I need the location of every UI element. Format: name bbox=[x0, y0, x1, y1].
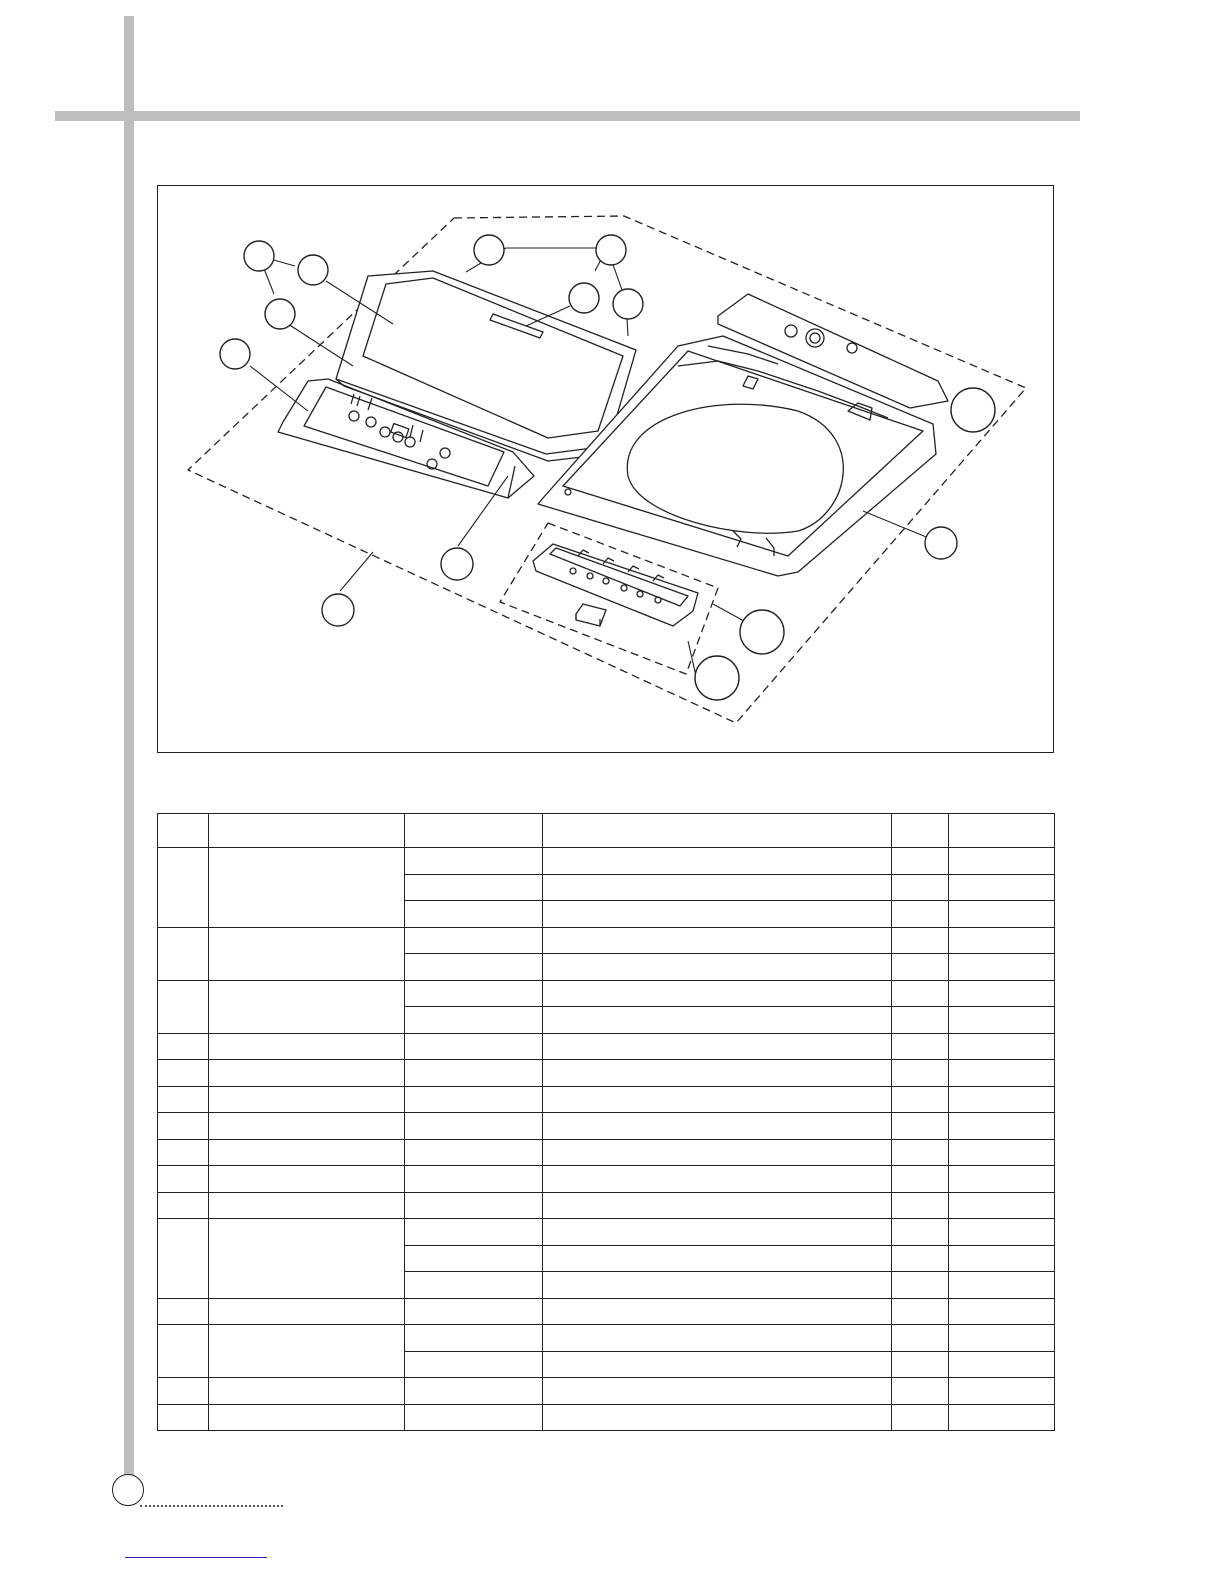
table-row bbox=[158, 848, 1055, 875]
table-cell bbox=[158, 1086, 209, 1113]
table-cell bbox=[405, 1060, 543, 1087]
table-cell bbox=[405, 1298, 543, 1325]
table-cell bbox=[158, 1033, 209, 1060]
table-cell bbox=[209, 1298, 405, 1325]
table-row bbox=[158, 927, 1055, 954]
table-cell bbox=[949, 1033, 1055, 1060]
table-cell bbox=[405, 980, 543, 1007]
header-cell bbox=[158, 814, 209, 848]
table-cell bbox=[405, 1166, 543, 1193]
table-cell bbox=[949, 874, 1055, 901]
header-cell bbox=[543, 814, 892, 848]
footer-dotted-rule bbox=[140, 1505, 283, 1507]
table-cell bbox=[209, 1378, 405, 1405]
table-cell bbox=[543, 1166, 892, 1193]
table-cell bbox=[892, 1351, 949, 1378]
table-cell bbox=[405, 1351, 543, 1378]
table-cell bbox=[405, 927, 543, 954]
table-cell bbox=[405, 1378, 543, 1405]
table-cell bbox=[158, 980, 209, 1033]
table-row bbox=[158, 980, 1055, 1007]
pcb-part bbox=[533, 544, 698, 626]
table-cell bbox=[543, 1007, 892, 1034]
table-cell bbox=[209, 1086, 405, 1113]
table-cell bbox=[949, 1060, 1055, 1087]
table-cell bbox=[949, 1139, 1055, 1166]
header-cell bbox=[405, 814, 543, 848]
table-cell bbox=[405, 874, 543, 901]
table-cell bbox=[949, 1007, 1055, 1034]
table-cell bbox=[405, 1113, 543, 1140]
table-cell bbox=[405, 1086, 543, 1113]
table-row bbox=[158, 1404, 1055, 1431]
table-cell bbox=[949, 901, 1055, 928]
table-cell bbox=[949, 1113, 1055, 1140]
table-cell bbox=[543, 1351, 892, 1378]
table-cell bbox=[158, 1325, 209, 1378]
table-cell bbox=[892, 1192, 949, 1219]
table-cell bbox=[405, 1139, 543, 1166]
table-cell bbox=[405, 1219, 543, 1246]
table-cell bbox=[543, 1272, 892, 1299]
table-cell bbox=[209, 1113, 405, 1140]
table-cell bbox=[949, 1378, 1055, 1405]
table-cell bbox=[892, 1378, 949, 1405]
header-cell bbox=[209, 814, 405, 848]
exploded-view-diagram bbox=[157, 185, 1054, 753]
table-cell bbox=[949, 927, 1055, 954]
table-cell bbox=[405, 1325, 543, 1352]
table-cell bbox=[209, 1219, 405, 1299]
table-cell bbox=[949, 1298, 1055, 1325]
table-cell bbox=[892, 1219, 949, 1246]
table-cell bbox=[892, 1404, 949, 1431]
table-cell bbox=[543, 954, 892, 981]
table-row bbox=[158, 1219, 1055, 1246]
table-cell bbox=[543, 1325, 892, 1352]
table-cell bbox=[158, 1060, 209, 1087]
table-cell bbox=[543, 927, 892, 954]
table-cell bbox=[892, 927, 949, 954]
table-cell bbox=[209, 1166, 405, 1193]
table-cell bbox=[949, 954, 1055, 981]
table-cell bbox=[892, 954, 949, 981]
table-row bbox=[158, 1139, 1055, 1166]
table-cell bbox=[158, 1113, 209, 1140]
table-cell bbox=[543, 1378, 892, 1405]
table-cell bbox=[949, 980, 1055, 1007]
table-cell bbox=[892, 1298, 949, 1325]
table-cell bbox=[405, 1033, 543, 1060]
table-cell bbox=[405, 901, 543, 928]
small-switch-part bbox=[576, 604, 606, 626]
table-cell bbox=[949, 848, 1055, 875]
table-cell bbox=[405, 848, 543, 875]
header-cell bbox=[892, 814, 949, 848]
table-cell bbox=[209, 1192, 405, 1219]
table-cell bbox=[543, 1139, 892, 1166]
table-cell bbox=[543, 980, 892, 1007]
left-margin-bar bbox=[124, 16, 134, 1476]
table-cell bbox=[892, 1086, 949, 1113]
table-cell bbox=[209, 1060, 405, 1087]
table-cell bbox=[892, 848, 949, 875]
table-cell bbox=[949, 1219, 1055, 1246]
table-cell bbox=[892, 1113, 949, 1140]
table-cell bbox=[158, 1298, 209, 1325]
table-cell bbox=[949, 1325, 1055, 1352]
parts-list-table bbox=[157, 813, 1055, 1431]
table-cell bbox=[892, 1060, 949, 1087]
table-cell bbox=[158, 1166, 209, 1193]
exploded-view-drawing bbox=[158, 186, 1055, 754]
table-cell bbox=[543, 1219, 892, 1246]
table-cell bbox=[949, 1166, 1055, 1193]
table-cell bbox=[158, 927, 209, 980]
table-cell bbox=[892, 1033, 949, 1060]
table-cell bbox=[209, 1139, 405, 1166]
table-cell bbox=[405, 1007, 543, 1034]
table-cell bbox=[543, 1298, 892, 1325]
header-rule bbox=[55, 111, 1080, 121]
table-cell bbox=[405, 1404, 543, 1431]
table-row bbox=[158, 1325, 1055, 1352]
table-cell bbox=[158, 1139, 209, 1166]
table-row bbox=[158, 1033, 1055, 1060]
table-cell bbox=[158, 1192, 209, 1219]
table-header-row bbox=[158, 814, 1055, 848]
table-row bbox=[158, 1166, 1055, 1193]
footer-link-rule bbox=[125, 1557, 267, 1558]
table-cell bbox=[158, 848, 209, 928]
table-cell bbox=[543, 901, 892, 928]
table-cell bbox=[405, 1192, 543, 1219]
table-row bbox=[158, 1192, 1055, 1219]
table-cell bbox=[158, 1219, 209, 1299]
table-cell bbox=[543, 1245, 892, 1272]
table-cell bbox=[543, 1192, 892, 1219]
header-cell bbox=[949, 814, 1055, 848]
table-cell bbox=[543, 1086, 892, 1113]
table-cell bbox=[892, 1272, 949, 1299]
table-cell bbox=[892, 901, 949, 928]
table-cell bbox=[892, 1166, 949, 1193]
table-cell bbox=[405, 1245, 543, 1272]
table-cell bbox=[405, 954, 543, 981]
table-cell bbox=[543, 1033, 892, 1060]
table-cell bbox=[949, 1272, 1055, 1299]
table-cell bbox=[209, 1033, 405, 1060]
table-cell bbox=[892, 1325, 949, 1352]
table-cell bbox=[892, 1139, 949, 1166]
table-cell bbox=[405, 1272, 543, 1299]
table-cell bbox=[543, 848, 892, 875]
table-row bbox=[158, 1113, 1055, 1140]
table-cell bbox=[892, 1007, 949, 1034]
table-cell bbox=[892, 1245, 949, 1272]
table-row bbox=[158, 1298, 1055, 1325]
table-cell bbox=[543, 1113, 892, 1140]
table-cell bbox=[158, 1378, 209, 1405]
table-cell bbox=[949, 1404, 1055, 1431]
table-cell bbox=[949, 1192, 1055, 1219]
table-cell bbox=[209, 1325, 405, 1378]
table-cell bbox=[209, 848, 405, 928]
table-cell bbox=[892, 980, 949, 1007]
table-row bbox=[158, 1060, 1055, 1087]
table-cell bbox=[543, 874, 892, 901]
table-row bbox=[158, 1378, 1055, 1405]
table-cell bbox=[209, 980, 405, 1033]
table-cell bbox=[949, 1245, 1055, 1272]
table-cell bbox=[158, 1404, 209, 1431]
table-cell bbox=[543, 1060, 892, 1087]
table-cell bbox=[543, 1404, 892, 1431]
page-number-badge bbox=[112, 1474, 144, 1506]
table-row bbox=[158, 1086, 1055, 1113]
table-cell bbox=[892, 874, 949, 901]
table-cell bbox=[949, 1351, 1055, 1378]
table-cell bbox=[209, 1404, 405, 1431]
table-cell bbox=[209, 927, 405, 980]
table-cell bbox=[949, 1086, 1055, 1113]
